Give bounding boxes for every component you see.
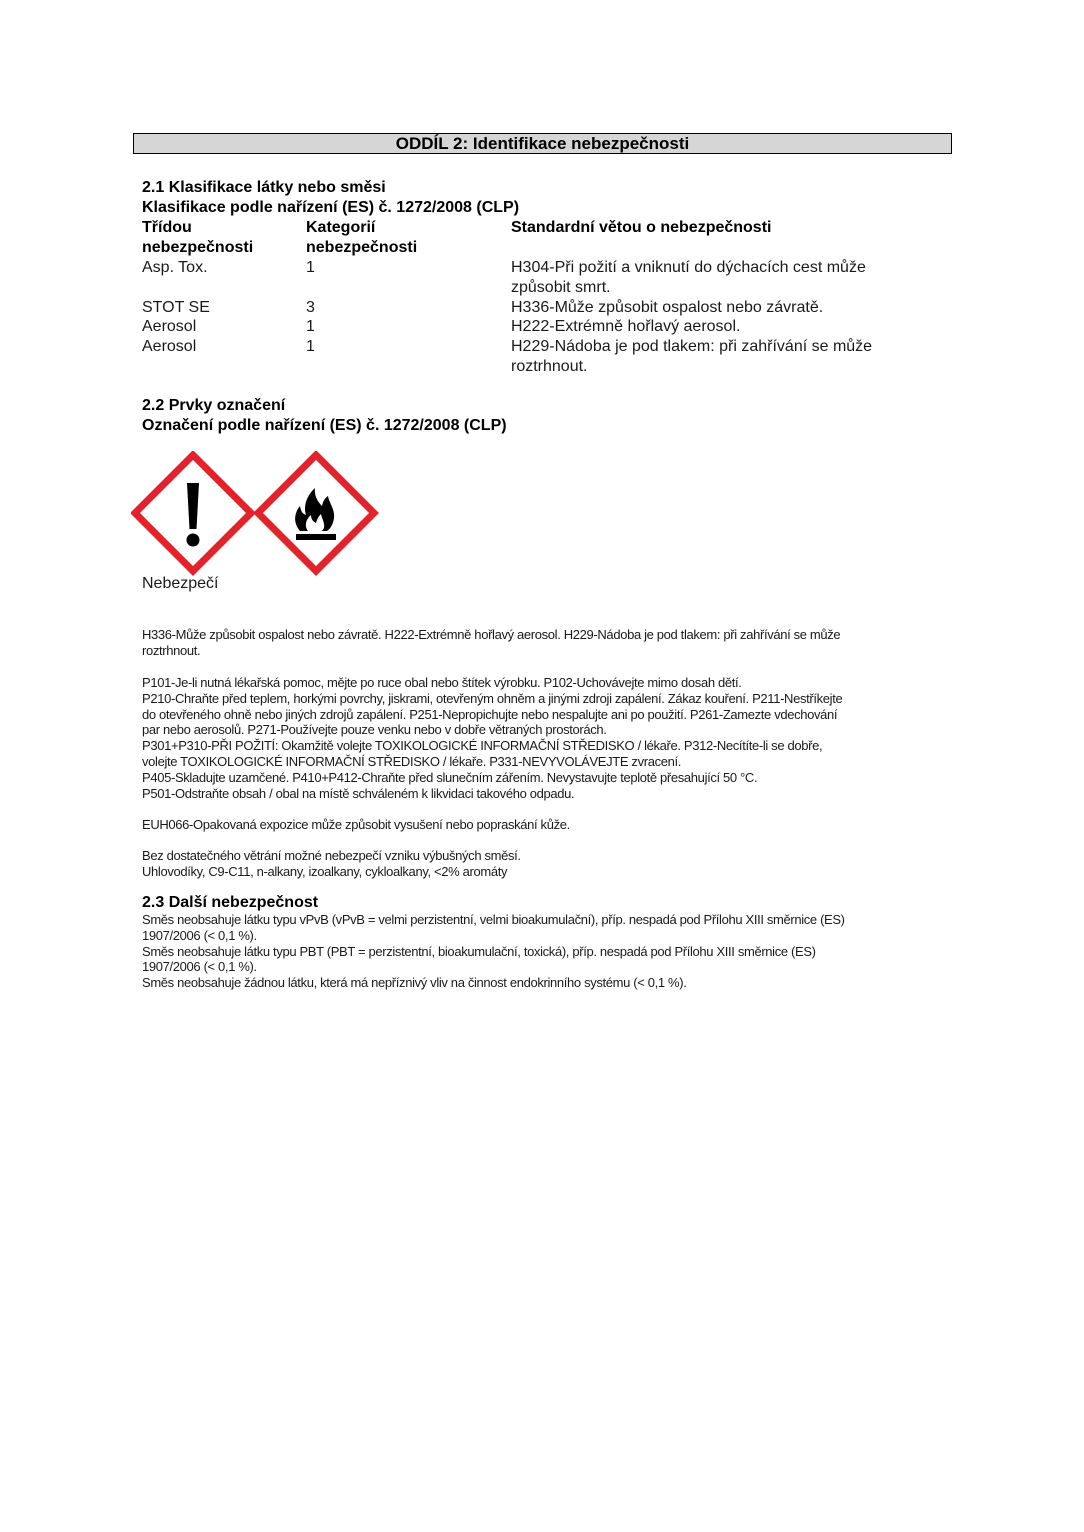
hazard-category: 1 [306,259,315,276]
additional-info-block [142,848,947,880]
hazard-statement [511,337,931,377]
hazard-statement: H336-Může způsobit ospalost nebo závratě. [511,299,824,316]
other-hazards-line: Směs neobsahuje látku typu vPvB (vPvB = velmi perzistentní, velmi bioakumulační), příp. nespadá pod Přílohu XIII směrnice (ES) [142,912,845,927]
header-hazard-category [306,218,506,258]
exclamation-mark-icon [135,455,251,571]
hazard-class: STOT SE [142,299,210,316]
hazard-category: 1 [306,338,315,355]
signal-word: Nebezpečí [142,575,219,592]
table-row [142,258,942,298]
other-hazards-line: Směs neobsahuje látku typu PBT (PBT = perzistentní, bioakumulační, toxická), příp. nespadá pod Přílohu XIII směrnice (ES) [142,943,816,959]
table-row [142,337,942,377]
hazard-category: 3 [306,299,315,316]
precautionary-statements-block [142,675,947,801]
precautionary-line: volejte TOXIKOLOGICKÉ INFORMAČNÍ STŘEDISKO / lékaře. P331-NEVYVOLÁVEJTE zvracení. [142,753,682,769]
header-hazard-class-line1: Třídou [142,219,192,236]
hazard-statement-line1: H304-Při požití a vniknutí do dýchacích cest může [511,259,866,276]
header-hazard-class [142,218,302,258]
precautionary-line: P301+P310-PŘI POŽITÍ: Okamžitě volejte TOXIKOLOGICKÉ INFORMAČNÍ STŘEDISKO / lékaře. P312-Necítíte-li se dobře, [142,738,823,754]
euh-statement: EUH066-Opakovaná expozice může způsobit vysušení nebo popraskání kůže. [142,817,570,832]
other-hazards-block [142,912,947,991]
precautionary-line: P210-Chraňte před teplem, horkými povrchy, jiskrami, otevřeným ohněm a jinými zdroji zapálení. Zákaz kouření. P211-Nestříkejte [142,690,843,706]
hazard-statement-line2: roztrhnout. [511,358,588,375]
hazard-statements-line2: roztrhnout. [142,642,201,658]
classification-table [142,218,942,377]
table-row [142,298,942,317]
precautionary-line: P405-Skladujte uzamčené. P410+P412-Chraňte před slunečním zářením. Nevystavujte teplotě přesahující 50 °C. [142,769,758,785]
additional-info-line: Uhlovodíky, C9-C11, n-alkany, izoalkany, cykloalkany, <2% aromáty [142,863,508,879]
header-hazard-class-line2: nebezpečnosti [142,239,254,256]
other-hazards-line: 1907/2006 (< 0,1 %). [142,927,257,943]
flame-icon [258,455,374,571]
precautionary-line: do otevřeného ohně nebo jiných zdrojů zapálení. P251-Nepropichujte nebo nespalujte ani po použití. P261-Zamezte vdechování [142,706,838,722]
label-elements-subheading: Označení podle nařízení (ES) č. 1272/2008 (CLP) [142,417,507,434]
other-hazards-line: Směs neobsahuje žádnou látku, která má nepříznivý vliv na činnost endokrinního systému (< 0,1 %). [142,975,687,991]
precautionary-line: P501-Odstraňte obsah / obal na místě schváleném k likvidaci takového odpadu. [142,785,575,801]
hazard-statement-line2: způsobit smrt. [511,279,611,296]
header-hazard-statement: Standardní větou o nebezpečnosti [511,219,772,236]
hazard-statement: H222-Extrémně hořlavý aerosol. [511,318,741,335]
other-hazards-line: 1907/2006 (< 0,1 %). [142,959,257,975]
precautionary-line: par nebo aerosolů. P271-Používejte pouze venku nebo v dobře větraných prostorách. [142,722,607,738]
precautionary-line: P101-Je-li nutná lékařská pomoc, mějte po ruce obal nebo štítek výrobku. P102-Uchovávejte mimo dosah dětí. [142,675,742,690]
table-row [142,317,942,337]
hazard-class: Aerosol [142,318,197,335]
header-hazard-category-line1: Kategorií [306,219,376,236]
hazard-statement-line1: H229-Nádoba je pod tlakem: při zahřívání se může [511,338,873,355]
section-title: ODDÍL 2: Identifikace nebezpečnosti [133,133,952,154]
other-hazards-heading: 2.3 Další nebezpečnost [142,894,319,911]
classification-subheading: Klasifikace podle nařízení (ES) č. 1272/2008 (CLP) [142,199,520,216]
hazard-statement [511,258,931,298]
hazard-category: 1 [306,318,315,335]
additional-info-line: Bez dostatečného větrání možné nebezpečí vzniku výbušných směsí. [142,848,521,863]
hazard-statements-block [142,627,947,659]
hazard-class: Aerosol [142,338,197,355]
label-elements-heading: 2.2 Prvky označení [142,397,286,414]
table-header-row [142,218,942,258]
header-hazard-category-line2: nebezpečnosti [306,239,418,256]
hazard-statements-line1: H336-Může způsobit ospalost nebo závratě. H222-Extrémně hořlavý aerosol. H229-Nádoba je pod tlakem: při zahřívání se může [142,627,841,642]
hazard-class: Asp. Tox. [142,259,208,276]
ghs-pictograms [131,451,381,576]
classification-heading: 2.1 Klasifikace látky nebo směsi [142,179,386,196]
